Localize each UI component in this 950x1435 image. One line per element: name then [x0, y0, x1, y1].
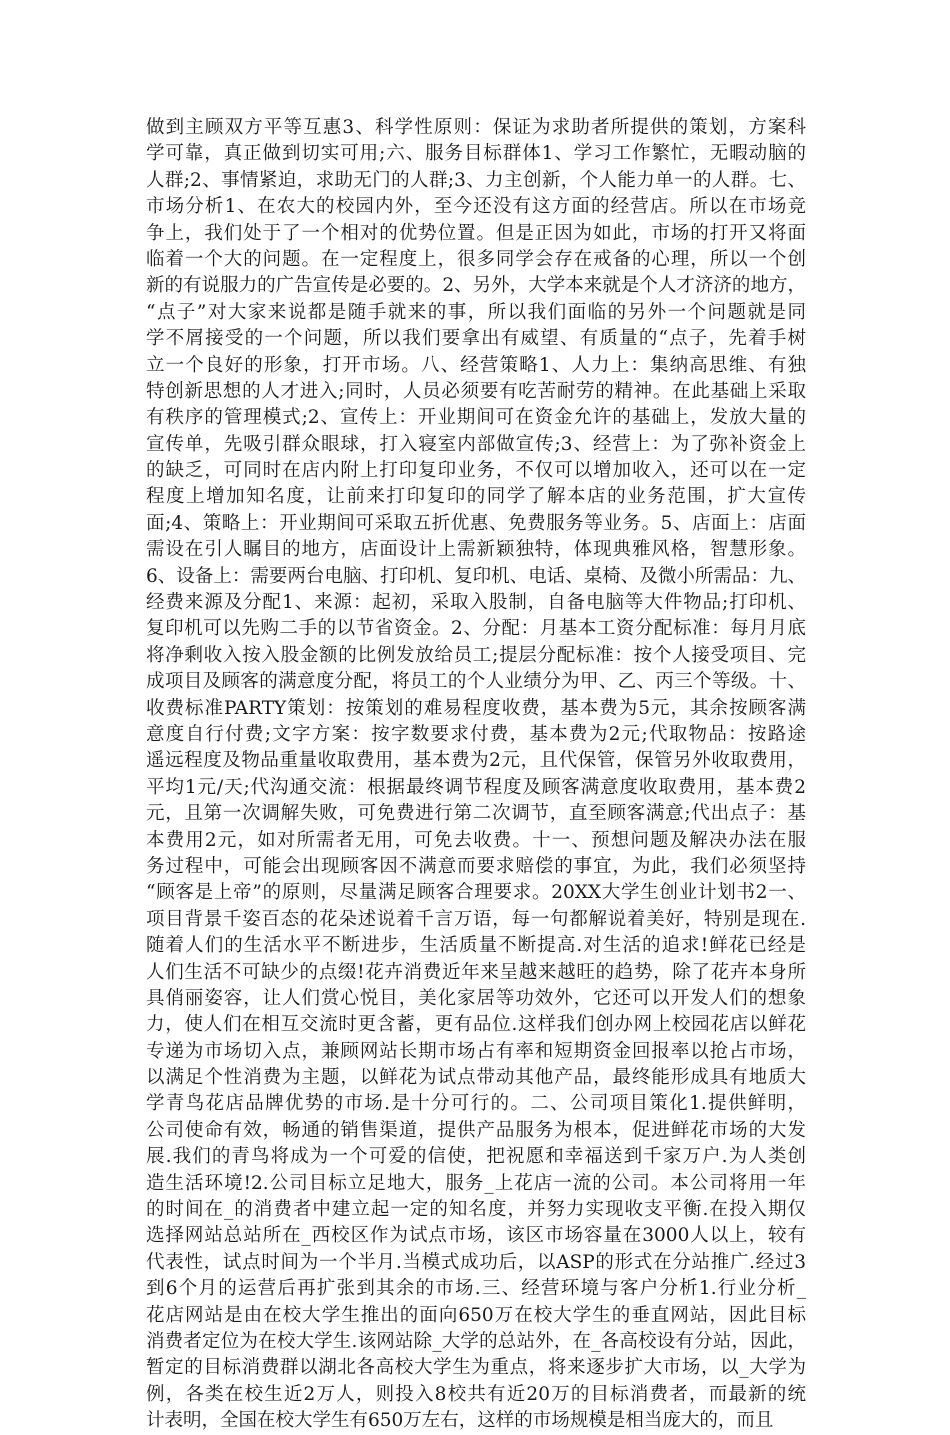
body-text	[146, 115, 806, 1435]
text-line: 人群;2、事情紧迫，求助无门的人群;3、力主创新，个人能力单一的人群。七、	[146, 169, 806, 191]
text-line: 到6个月的运营后再扩张到其余的市场.三、经营环境与客户分析1.行业分析_	[146, 1278, 806, 1300]
text-line: 具俏丽姿容，让人们赏心悦目，美化家居等功效外，它还可以开发人们的想象	[146, 987, 806, 1009]
text-line: 务过程中，可能会出现顾客因不满意而要求赔偿的事宜，为此，我们必须坚持	[146, 855, 806, 877]
text-line: 展.我们的青鸟将成为一个可爱的信使，把祝愿和幸福送到千家万户.为人类创	[146, 1146, 806, 1168]
text-line: 程度上增加知名度，让前来打印复印的同学了解本店的业务范围，扩大宣传	[146, 486, 806, 508]
text-line: 计表明，全国在校大学生有650万左右，这样的市场规模是相当庞大的，而且	[146, 1410, 774, 1432]
text-line: 代表性，试点时间为一个半月.当模式成功后，以ASP的形式在分站推广.经过3	[146, 1251, 806, 1273]
text-line: 随着人们的生活水平不断进步，生活质量不断提高.对生活的追求!鲜花已经是	[146, 935, 806, 957]
text-line: 争上，我们处于了一个相对的优势位置。但是正因为如此，市场的打开又将面	[146, 222, 806, 244]
text-line: 复印机可以先购二手的以节省资金。2、分配：月基本工资分配标准：每月月底	[146, 618, 806, 640]
text-line: 面;4、策略上：开业期间可采取五折优惠、免费服务等业务。5、店面上：店面	[146, 512, 806, 534]
text-line: 选择网站总站所在_西校区作为试点市场，该区市场容量在3000人以上，较有	[146, 1225, 806, 1247]
text-line: “点子”对大家来说都是随手就来的事，所以我们面临的另外一个问题就是同	[146, 301, 806, 323]
text-line: 元，且第一次调解失败，可免费进行第二次调节，直至顾客满意;代出点子：基	[146, 803, 806, 825]
text-line: 力，使人们在相互交流时更含蓄，更有品位.这样我们创办网上校园花店以鲜花	[146, 1014, 806, 1036]
text-line: 需设在引人瞩目的地方，店面设计上需新颖独特，体现典雅风格，智慧形象。	[146, 539, 806, 561]
text-line: 暂定的目标消费群以湖北各高校大学生为重点，将来逐步扩大市场，以_大学为	[146, 1357, 806, 1379]
text-line: 平均1元/天;代沟通交流：根据最终调节程度及顾客满意度收取费用，基本费2	[146, 776, 806, 798]
text-line: 市场分析1、在农大的校园内外，至今还没有这方面的经营店。所以在市场竞	[146, 196, 806, 218]
text-line: 收费标准PARTY策划：按策划的难易程度收费，基本费为5元，其余按顾客满	[146, 697, 806, 719]
text-line: 经费来源及分配1、来源：起初，采取入股制，自备电脑等大件物品;打印机、	[146, 592, 806, 614]
text-line: 6、设备上：需要两台电脑、打印机、复印机、电话、桌椅、及微小所需品：九、	[146, 565, 806, 587]
text-line: 消费者定位为在校大学生.该网站除_大学的总站外，在_各高校设有分站，因此，	[146, 1330, 806, 1352]
text-line: 将净剩收入按入股金额的比例发放给员工;提层分配标准：按个人接受项目、完	[146, 644, 806, 666]
text-line: 的缺乏，可同时在店内附上打印复印业务，不仅可以增加收入，还可以在一定	[146, 460, 806, 482]
text-line: 特创新思想的人才进入;同时，人员必须要有吃苦耐劳的精神。在此基础上采取	[146, 380, 806, 402]
text-line: 宣传单，先吸引群众眼球，打入寝室内部做宣传;3、经营上：为了弥补资金上	[146, 433, 806, 455]
text-line: 学不屑接受的一个问题，所以我们要拿出有威望、有质量的“点子，先着手树	[146, 328, 806, 350]
text-line: 有秩序的管理模式;2、宣传上：开业期间可在资金允许的基础上，发放大量的	[146, 407, 806, 429]
text-line: 意度自行付费;文字方案：按字数要求付费，基本费为2元;代取物品：按路途	[146, 723, 806, 745]
text-line: 立一个良好的形象，打开市场。八、经营策略1、人力上：集纳高思维、有独	[146, 354, 806, 376]
text-line: 本费用2元，如对所需者无用，可免去收费。十一、预想问题及解决办法在服	[146, 829, 806, 851]
text-line: 做到主顾双方平等互惠3、科学性原则：保证为求助者所提供的策划，方案科	[146, 117, 806, 138]
text-line: 公司使命有效，畅通的销售渠道，提供产品服务为根本，促进鲜花市场的大发	[146, 1119, 806, 1141]
text-line: 造生活环境!2.公司目标立足地大，服务_上花店一流的公司。本公司将用一年	[146, 1172, 806, 1194]
text-line: 以满足个性消费为主题，以鲜花为试点带动其他产品，最终能形成具有地质大	[146, 1067, 806, 1089]
text-line: 学可靠，真正做到切实可用;六、服务目标群体1、学习工作繁忙，无暇动脑的	[146, 143, 806, 165]
text-line: 的时间在_的消费者中建立起一定的知名度，并努力实现收支平衡.在投入期仅	[146, 1199, 806, 1221]
text-line: 遥远程度及物品重量收取费用，基本费为2元，且代保管，保管另外收取费用，	[146, 750, 806, 772]
text-line: 专递为市场切入点，兼顾网站长期市场占有率和短期资金回报率以抢占市场，	[146, 1040, 806, 1062]
text-line: 新的有说服力的广告宣传是必要的。2、另外，大学本来就是个人才济济的地方，	[146, 275, 806, 297]
text-line: 人们生活不可缺少的点缀!花卉消费近年来呈越来越旺的趋势，除了花卉本身所	[146, 961, 806, 983]
text-line: 例，各类在校生近2万人，则投入8校共有近20万的目标消费者，而最新的统	[146, 1383, 806, 1405]
text-line: 临着一个大的问题。在一定程度上，很多同学会存在戒备的心理，所以一个创	[146, 248, 806, 270]
text-line: 成项目及顾客的满意度分配，将员工的个人业绩分为甲、乙、丙三个等级。十、	[146, 671, 806, 693]
text-line: “顾客是上帝”的原则，尽量满足顾客合理要求。20XX大学生创业计划书2一、	[146, 882, 806, 904]
text-line: 花店网站是由在校大学生推出的面向650万在校大学生的垂直网站，因此目标	[146, 1304, 806, 1326]
text-line: 项目背景千姿百态的花朵述说着千言万语，每一句都解说着美好，特别是现在.	[146, 908, 806, 930]
text-line: 学青鸟花店品牌优势的市场.是十分可行的。二、公司项目策化1.提供鲜明，	[146, 1093, 806, 1115]
